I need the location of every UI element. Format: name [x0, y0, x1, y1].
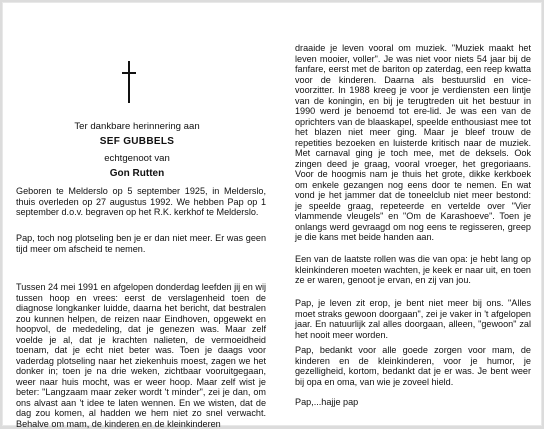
deceased-name: SEF GUBBELS	[99, 136, 175, 147]
cross-icon	[122, 61, 136, 103]
dedication-line: Ter dankbare herinnering aan	[74, 121, 200, 132]
right-paragraph-1: draaide je leven vooral om muziek. "Muziek maakt het leven mooier, voller". Je was niet voor niets 54 jaar bij de fanfare, eerst met de bariton op zaterdag, een reep kwatta voor de kinderen. Daarna als bestuurslid en vice-voorzitter. In 1988 kreeg je voor je verdiensten een lintje van de koningin, en bij je terugtreden uit het bestuur in 1990 werd je benoemd tot ere-lid. Je was een van de oprichters van de blaaskapel, speelde enthousiast mee tot het blazen niet meer ging. Maar je bleef trouw de repetities bezoeken en luisterde kritisch naar de muziek. Met carnaval ging je toch mee, met de deksels. Ook zingen deed je graag, vooral vroeger, het gregoriaans. Voor de hoogmis nam je thuis het grote, dikke kerkboek om enkele gezangen nog eens door te nemen. En wat vond je het jammer dat de toneelclub niet meer bestond: je speelde graag, repeteerde en vertelde over "Vier vlammende vleugels" en "Om de Karashoeve". Toen je onlangs werd gevraagd om nog eens te regisseren, greep je die kans met beide handen aan.	[295, 43, 531, 242]
biography-text: Geboren te Melderslo op 5 september 1925, in Melderslo, thuis overleden op 27 augustus 1992. We hebben Pap op 1 september d.o.v. begraven op het R.K. kerkhof te Melderslo.	[16, 186, 266, 217]
left-paragraph-1: Pap, toch nog plotseling ben je er dan niet meer. Er was geen tijd meer om afscheid te nemen.	[16, 233, 266, 254]
spouse-name: Gon Rutten	[109, 168, 165, 179]
memorial-card	[2, 2, 542, 429]
right-paragraph-4: Pap, bedankt voor alle goede zorgen voor mam, de kinderen en de kleinkinderen, voor je humor, je gezelligheid, kortom, bedankt dat je er was. Je bent weer bij opa en oma, van wie je zoveel hield.	[295, 345, 531, 387]
left-paragraph-2: Tussen 24 mei 1991 en afgelopen donderdag leefden jij en wij tussen hoop en vrees: eerst de verslagenheid toen de diagnose longkanker luidde, daarna het bericht, dat bestralen zou kunnen helpen, de reizen naar Eindhoven, opgewekt en hoopvol, de mededeling, dat je genezen was. Maar zelf voelde je al, dat je krachten nalieten, de vermoeidheid toenam, dat je echt niet beter was. Toen je daags voor vaderdag plotseling naar het ziekenhuis moest, zagen we het donker in; toen je na drie weken, zichtbaar vooruitgegaan, weer naar huis mocht, was er weer hoop. Maar zelf wist je beter: "Langzaam maar zeker wordt 't minder", zei je dan, om ons alvast aan 't idee te laten wennen. En we wisten, dat de dag zou komen, al hadden we hem niet zo snel verwacht. Behalve om mam, de kinderen en de kleinkinderen	[16, 282, 266, 429]
right-paragraph-2: Een van de laatste rollen was die van opa: je hebt lang op kleinkinderen moeten wachten, je keek er naar uit, en toen ze er waren, genoot je ervan, en zij van jou.	[295, 254, 531, 285]
right-paragraph-3: Pap, je leven zit erop, je bent niet meer bij ons. "Alles moet straks gewoon doorgaan", zei je vaker in 't afgelopen jaar. En natuurlijk zal alles doorgaan, alleen, "gewoon" zal het nooit meer worden.	[295, 298, 531, 340]
relation-line: echtgenoot van	[104, 153, 170, 164]
signoff-text: Pap,...hajje pap	[295, 397, 359, 407]
